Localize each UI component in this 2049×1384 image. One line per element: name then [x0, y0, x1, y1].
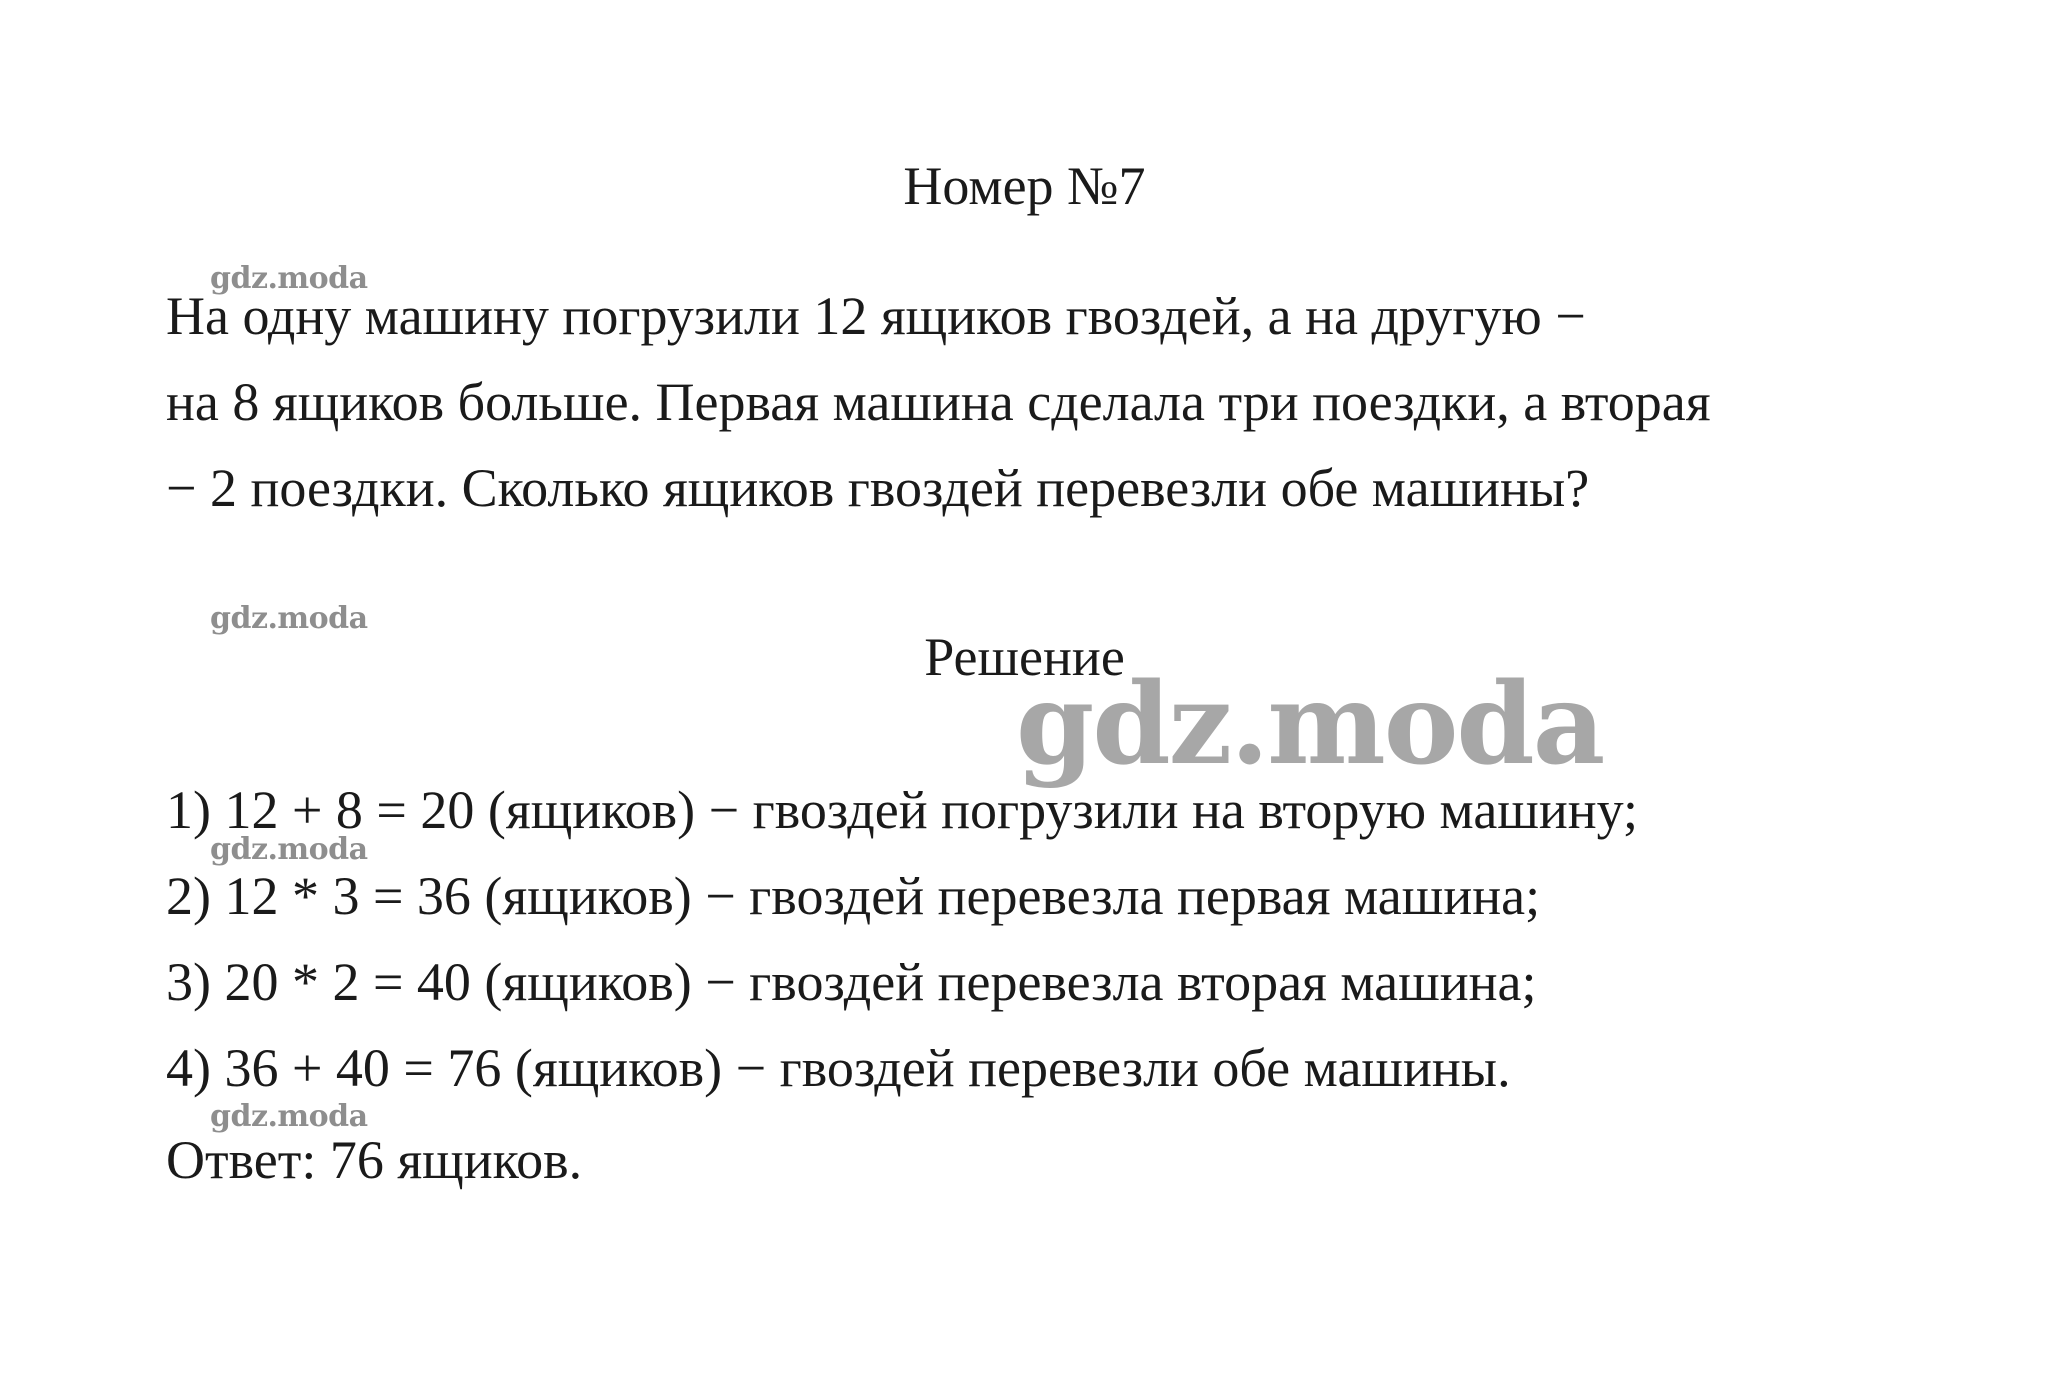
answer-line: Ответ: 76 ящиков. — [166, 1130, 583, 1190]
watermark-small: gdz.moda — [210, 261, 368, 296]
watermark-small: gdz.moda — [210, 832, 368, 867]
watermark-small: gdz.moda — [210, 601, 368, 636]
solution-step-2: 2) 12 * 3 = 36 (ящиков) − гвоздей перевезла первая машина; — [166, 866, 1541, 926]
solution-step-1: 1) 12 + 8 = 20 (ящиков) − гвоздей погрузили на вторую машину; — [166, 780, 1638, 840]
watermark-large: gdz.moda — [1016, 659, 1604, 790]
problem-line-2: на 8 ящиков больше. Первая машина сделала три поездки, а вторая — [166, 372, 1711, 432]
solution-step-3: 3) 20 * 2 = 40 (ящиков) − гвоздей перевезла вторая машина; — [166, 952, 1537, 1012]
problem-line-1: На одну машину погрузили 12 ящиков гвоздей, а на другую − — [166, 286, 1586, 346]
solution-step-4: 4) 36 + 40 = 76 (ящиков) − гвоздей перевезли обе машины. — [166, 1038, 1511, 1098]
page-title: Номер №7 — [903, 156, 1146, 216]
solution-title: Решение — [924, 627, 1125, 687]
watermark-small: gdz.moda — [210, 1099, 368, 1134]
problem-line-3: − 2 поездки. Сколько ящиков гвоздей перевезли обе машины? — [166, 458, 1590, 518]
